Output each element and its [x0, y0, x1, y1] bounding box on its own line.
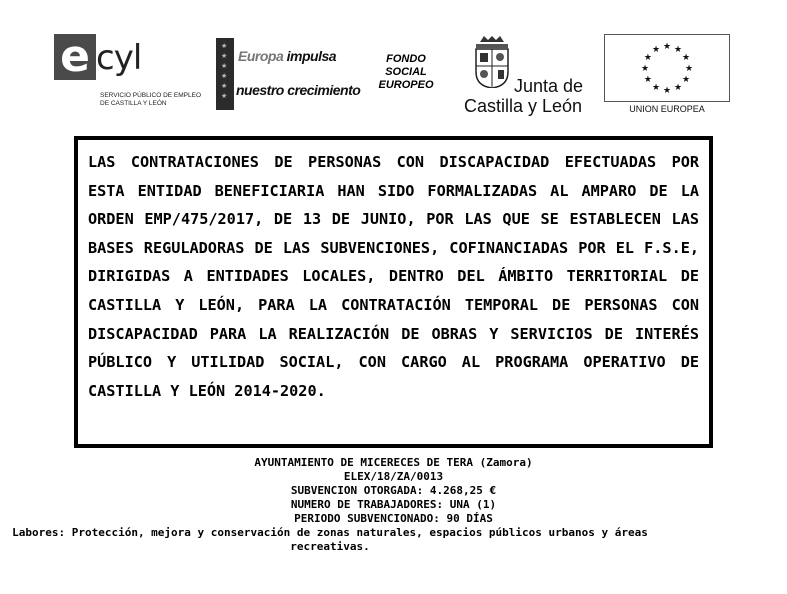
eu-star-icon: ★ [684, 64, 694, 74]
eu-star-icon: ★ [651, 83, 661, 94]
fondo-social-europeo-logo: FONDO SOCIAL EUROPEO [378, 53, 434, 91]
eu-star-icon: ★ [682, 75, 691, 85]
europa-impulsa-logo [216, 38, 361, 110]
eu-star-icon: ★ [673, 44, 683, 55]
europa-stars-icon: ★ ★ ★ ★ ★ ★ [216, 38, 234, 110]
notice-text: LAS CONTRATACIONES DE PERSONAS CON DISCAPACIDAD EFECTUADAS POR ESTA ENTIDAD BENEFICIARIA HAN SIDO FORMALIZADAS AL AMPARO DE LA ORDEN EMP/475/2017, DE 13 DE JUNIO, POR LAS QUE SE ESTABLECEN LAS BASES REGULADORAS DE LAS SUBVENCIONES, COFINANCIADAS POR EL F.S.E, DIRIGIDAS A ENTIDADES LOCALES, DENTRO DEL ÁMBITO TERRITORIAL DE CASTILLA Y LEÓN, PARA LA CONTRATACIÓN TEMPORAL DE PERSONAS CON DISCAPACIDAD PARA LA REALIZACIÓN DE OBRAS Y SERVICIOS DE INTERÉS PÚBLICO Y UTILIDAD SOCIAL, CON CARGO AL PROGRAMA OPERATIVO DE CASTILLA Y LEÓN 2014-2020. [88, 153, 699, 400]
eu-star-icon: ★ [643, 75, 652, 85]
subsidy-period: PERIODO SUBVENCIONADO: 90 DÍAS [294, 512, 493, 525]
eu-star-icon: ★ [643, 53, 652, 63]
ecyl-subtitle: SERVICIO PÚBLICO DE EMPLEO DE CASTILLA Y LEÓN [100, 92, 202, 107]
union-europea-logo [604, 34, 730, 116]
union-europea-label: UNION EUROPEA [629, 104, 705, 114]
europa-line2: nuestro crecimiento [236, 82, 361, 98]
eu-star-icon: ★ [673, 83, 683, 94]
grant-details [0, 456, 787, 554]
ecyl-logo [54, 31, 204, 110]
junta-castilla-leon-logo [462, 36, 584, 116]
eu-star-icon: ★ [651, 44, 661, 55]
notice-box [74, 136, 713, 448]
subsidy-amount: SUBVENCION OTORGADA: 4.268,25 € [290, 484, 497, 497]
junta-line2: Castilla y León [464, 96, 583, 116]
labores-description: Labores: Protección, mejora y conservación de zonas naturales, espacios públicos urbanos y áreas recreativas. [12, 526, 648, 553]
junta-line1: Junta de [514, 76, 584, 96]
europa-line1: Europa impulsa [238, 48, 337, 64]
entity-name: AYUNTAMIENTO DE MICERECES DE TERA (Zamora) [254, 456, 533, 469]
ecyl-wordmark: cyl [96, 38, 142, 78]
eu-star-icon: ★ [682, 53, 691, 63]
file-code: ELEX/18/ZA/0013 [343, 470, 444, 483]
eu-star-icon: ★ [640, 64, 650, 74]
ecyl-e-mark: e [54, 34, 96, 80]
eu-star-icon: ★ [662, 42, 672, 52]
workers-count: NUMERO DE TRABAJADORES: UNA (1) [290, 498, 497, 511]
coat-of-arms-icon [474, 36, 510, 88]
eu-star-icon: ★ [662, 86, 672, 96]
eu-flag-icon [604, 34, 730, 102]
